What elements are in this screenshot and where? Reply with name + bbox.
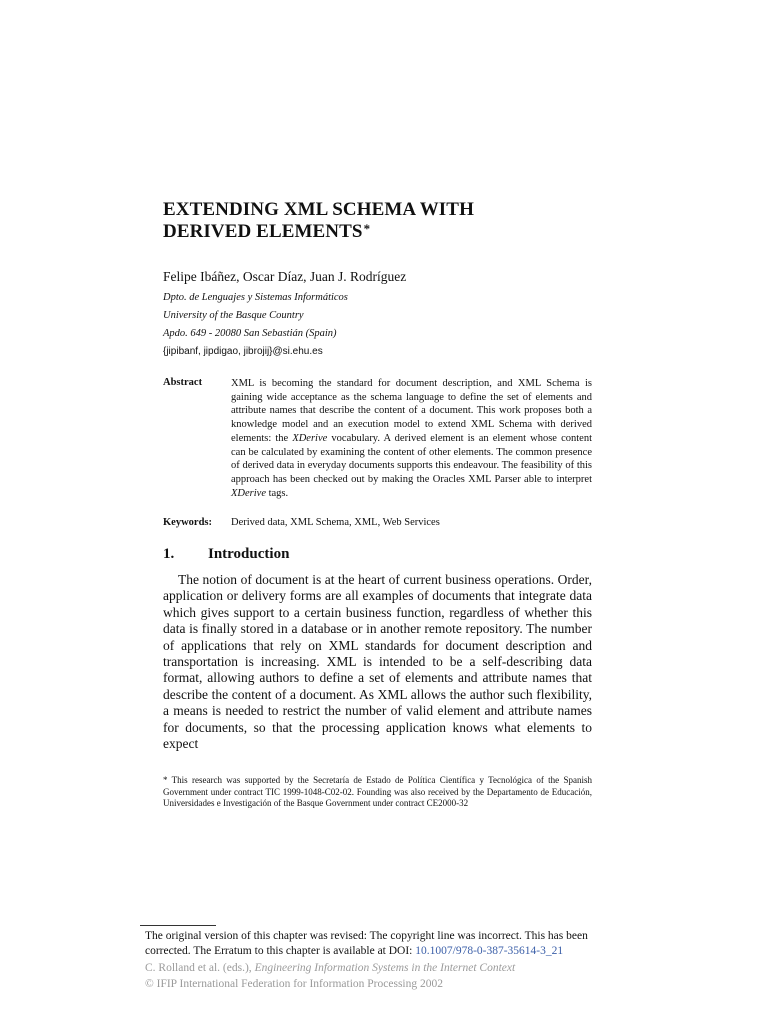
abstract-text: [231, 377, 592, 500]
revision-note: [145, 929, 600, 959]
abstract-label: Abstract: [163, 377, 203, 388]
paper-title: [163, 199, 623, 243]
section-number: 1.: [163, 546, 175, 562]
credit-line: [145, 961, 515, 977]
section-title: Introduction: [208, 546, 290, 562]
copyright-line: © IFIP International Federation for Information Processing 2002: [145, 977, 443, 990]
footnote: * This research was supported by the Secretaría de Estado de Política Científica y Tecnológica of the Spanish Government under contract TIC 1999-1048-C02-02. Founding was also received by the Departamento de Educación, Universidades e Investigación of the Basque Government under contract CE2000-32: [163, 775, 592, 808]
footnote-rule: [140, 925, 216, 926]
title-line-2: DERIVED ELEMENTS: [163, 221, 363, 242]
affiliation-university: University of the Basque Country: [163, 310, 304, 321]
affiliation-dept: Dpto. de Lenguajes y Sistemas Informáticos: [163, 292, 348, 303]
revision-doi-link[interactable]: 10.1007/978-0-387-35614-3_21: [415, 945, 564, 957]
abstract-part-3: tags.: [265, 487, 289, 499]
keywords-label: Keywords:: [163, 517, 212, 528]
abstract-xderive-1: XDerive: [292, 432, 328, 444]
credit-block: [145, 961, 515, 992]
affiliation-email: {jipibanf, jipdigao, jibrojij}@si.ehu.es: [163, 346, 323, 357]
title-footnote-mark: *: [363, 221, 371, 236]
credit-book-title: Engineering Information Systems in the Internet Context: [254, 962, 516, 974]
authors: Felipe Ibáñez, Oscar Díaz, Juan J. Rodríguez: [163, 269, 407, 284]
abstract-part-2: vocabulary. A derived element is an element whose content can be calculated by examining the content of other elements. The common presence of derived data in everyday documents supports this endeavour. The feasibility of this approach has been checked out by making the Oracles XML Parser able to interpret: [231, 432, 592, 485]
revision-text: The original version of this chapter was revised: The copyright line was incorrect. This has been corrected. The Erratum to this chapter is available at DOI:: [145, 930, 588, 957]
abstract-xderive-2: XDerive: [231, 487, 266, 499]
intro-paragraph: The notion of document is at the heart of current business operations. Order, application or delivery forms are all examples of documents that integrate data which gives support to a certain business function, regardless of whether this data is finally stored in a database or in another remote repository. The number of applications that rely on XML standards for document description and transportation is increasing. XML is intended to be a self-describing data format, allowing authors to define a set of elements and attribute names that describe the content of a document. As XML allows the author such flexibility, a means is needed to restrict the number of valid element and attribute names for documents, so that the processing application knows what elements to expect: [163, 572, 592, 752]
abstract-part-1: XML is becoming the standard for document description, and XML Schema is gaining wide acceptance as the schema language to define the set of elements and attribute names that describe the content of a document. This work proposes both a knowledge model and an execution model to extend XML Schema with derived elements: the: [231, 378, 592, 444]
keywords-text: Derived data, XML Schema, XML, Web Services: [231, 517, 440, 528]
title-line-1: EXTENDING XML SCHEMA WITH: [163, 199, 474, 220]
affiliation-address: Apdo. 649 - 20080 San Sebastián (Spain): [163, 328, 337, 339]
credit-prefix: C. Rolland et al. (eds.),: [145, 962, 255, 974]
affiliation: [163, 289, 348, 361]
intro-body: [163, 572, 592, 752]
